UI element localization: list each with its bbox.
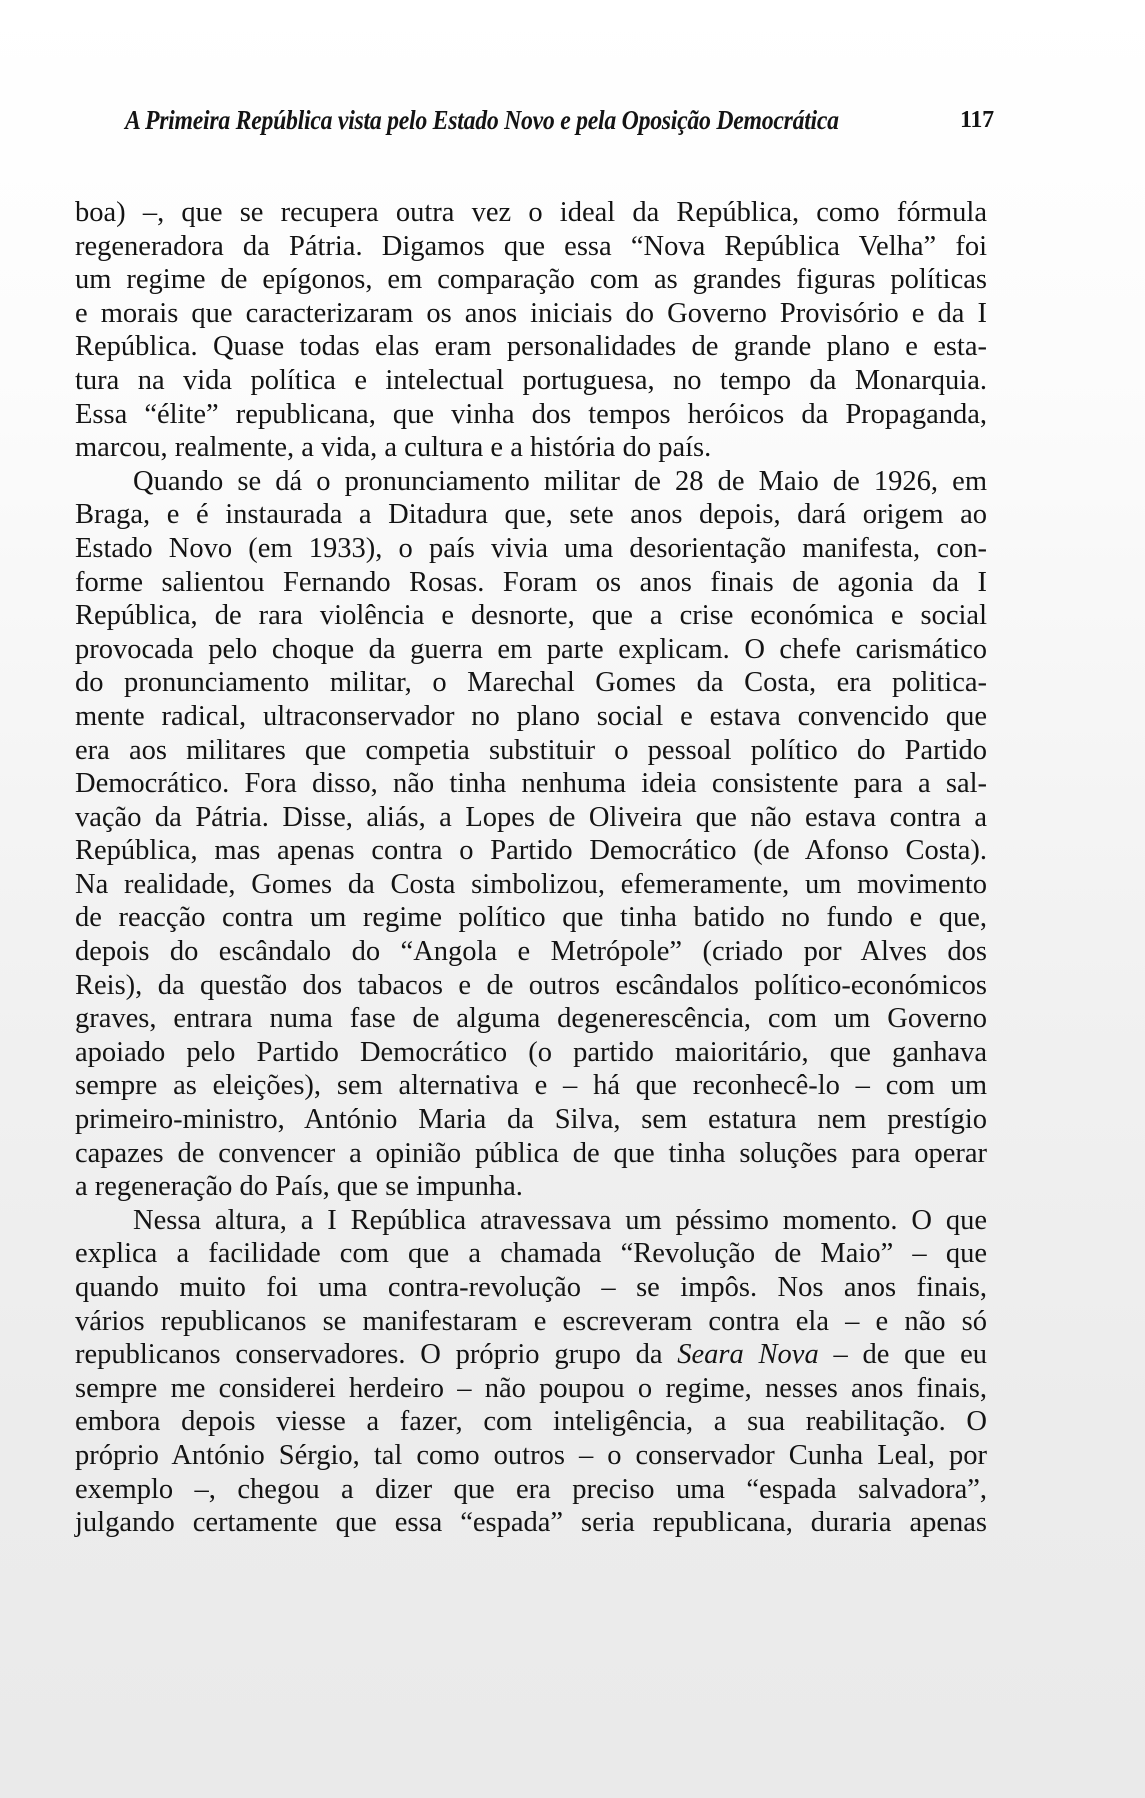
text-line: próprio António Sérgio, tal como outros – o conservador Cunha Leal, por: [75, 1439, 987, 1471]
text-line: sempre as eleições), sem alternativa e – há que reconhecê-lo – com um: [75, 1070, 987, 1102]
text-line: a regeneração do País, que se impunha.: [75, 1171, 523, 1203]
text-line: mente radical, ultraconservador no plano social e estava convencido que: [75, 700, 987, 732]
text-line: marcou, realmente, a vida, a cultura e a história do país.: [75, 432, 712, 464]
text-line: Reis), da questão dos tabacos e de outros escândalos político-económicos: [75, 969, 987, 1001]
text-line: apoiado pelo Partido Democrático (o partido maioritário, que ganhava: [75, 1036, 987, 1068]
text-line: de reacção contra um regime político que tinha batido no fundo e que,: [75, 902, 987, 934]
text-line: provocada pelo choque da guerra em parte explicam. O chefe carismático: [75, 633, 987, 665]
text-line: exemplo –, chegou a dizer que era preciso uma “espada salvadora”,: [75, 1473, 987, 1505]
text-line: sempre me considerei herdeiro – não poupou o regime, nesses anos finais,: [75, 1372, 987, 1404]
text-line: República, de rara violência e desnorte, que a crise económica e social: [75, 600, 987, 632]
running-title: A Primeira República vista pelo Estado Novo e pela Oposição Democrática: [125, 105, 839, 135]
body-text: [75, 196, 987, 1540]
text-line: graves, entrara numa fase de alguma degenerescência, com um Governo: [75, 1003, 987, 1035]
text-line: Nessa altura, a I República atravessava um péssimo momento. O que: [133, 1204, 987, 1236]
running-head: [125, 104, 994, 136]
text-line: tura na vida política e intelectual portuguesa, no tempo da Monarquia.: [75, 364, 987, 396]
text-line: do pronunciamento militar, o Marechal Gomes da Costa, era politica-: [75, 667, 987, 699]
text-line: República. Quase todas elas eram personalidades de grande plano e esta-: [75, 331, 987, 363]
text-line: depois do escândalo do “Angola e Metrópole” (criado por Alves dos: [75, 936, 987, 968]
text-line: Estado Novo (em 1933), o país vivia uma desorientação manifesta, con-: [75, 532, 987, 564]
text-line: julgando certamente que essa “espada” seria republicana, duraria apenas: [75, 1507, 987, 1539]
text-line: Na realidade, Gomes da Costa simbolizou, efemeramente, um movimento: [75, 868, 987, 900]
page-number: 117: [960, 107, 994, 133]
text-line: embora depois viesse a fazer, com inteligência, a sua reabilitação. O: [75, 1406, 987, 1438]
text-line: Essa “élite” republicana, que vinha dos tempos heróicos da Propaganda,: [75, 398, 987, 430]
text-line: forme salientou Fernando Rosas. Foram os anos finais de agonia da I: [75, 566, 987, 598]
text-line: era aos militares que competia substituir o pessoal político do Partido: [75, 734, 987, 766]
text-line: e morais que caracterizaram os anos iniciais do Governo Provisório e da I: [75, 297, 987, 329]
text-line: regeneradora da Pátria. Digamos que essa “Nova República Velha” foi: [75, 230, 987, 262]
text-line: explica a facilidade com que a chamada “Revolução de Maio” – que: [75, 1238, 987, 1270]
text-line: República, mas apenas contra o Partido Democrático (de Afonso Costa).: [75, 835, 987, 867]
text-line: vários republicanos se manifestaram e escreveram contra ela – e não só: [75, 1305, 987, 1337]
text-line: primeiro-ministro, António Maria da Silva, sem estatura nem prestígio: [75, 1104, 987, 1136]
text-line: republicanos conservadores. O próprio grupo da Seara Nova – de que eu: [75, 1339, 987, 1371]
paragraph: [75, 1204, 987, 1540]
paragraph: [75, 465, 987, 1204]
text-line: capazes de convencer a opinião pública de que tinha soluções para operar: [75, 1137, 987, 1169]
italic-title: Seara Nova: [677, 1339, 819, 1371]
text-line: quando muito foi uma contra-revolução – se impôs. Nos anos finais,: [75, 1272, 987, 1303]
text-line: boa) –, que se recupera outra vez o ideal da República, como fórmula: [75, 197, 987, 228]
text-line: Braga, e é instaurada a Ditadura que, sete anos depois, dará origem ao: [75, 499, 987, 531]
text-line: Quando se dá o pronunciamento militar de 28 de Maio de 1926, em: [133, 465, 987, 497]
text-line: um regime de epígonos, em comparação com as grandes figuras políticas: [75, 264, 987, 296]
text-line: Democrático. Fora disso, não tinha nenhuma ideia consistente para a sal-: [75, 768, 987, 800]
paragraph: [75, 196, 987, 465]
text-line: vação da Pátria. Disse, aliás, a Lopes de Oliveira que não estava contra a: [75, 801, 987, 833]
